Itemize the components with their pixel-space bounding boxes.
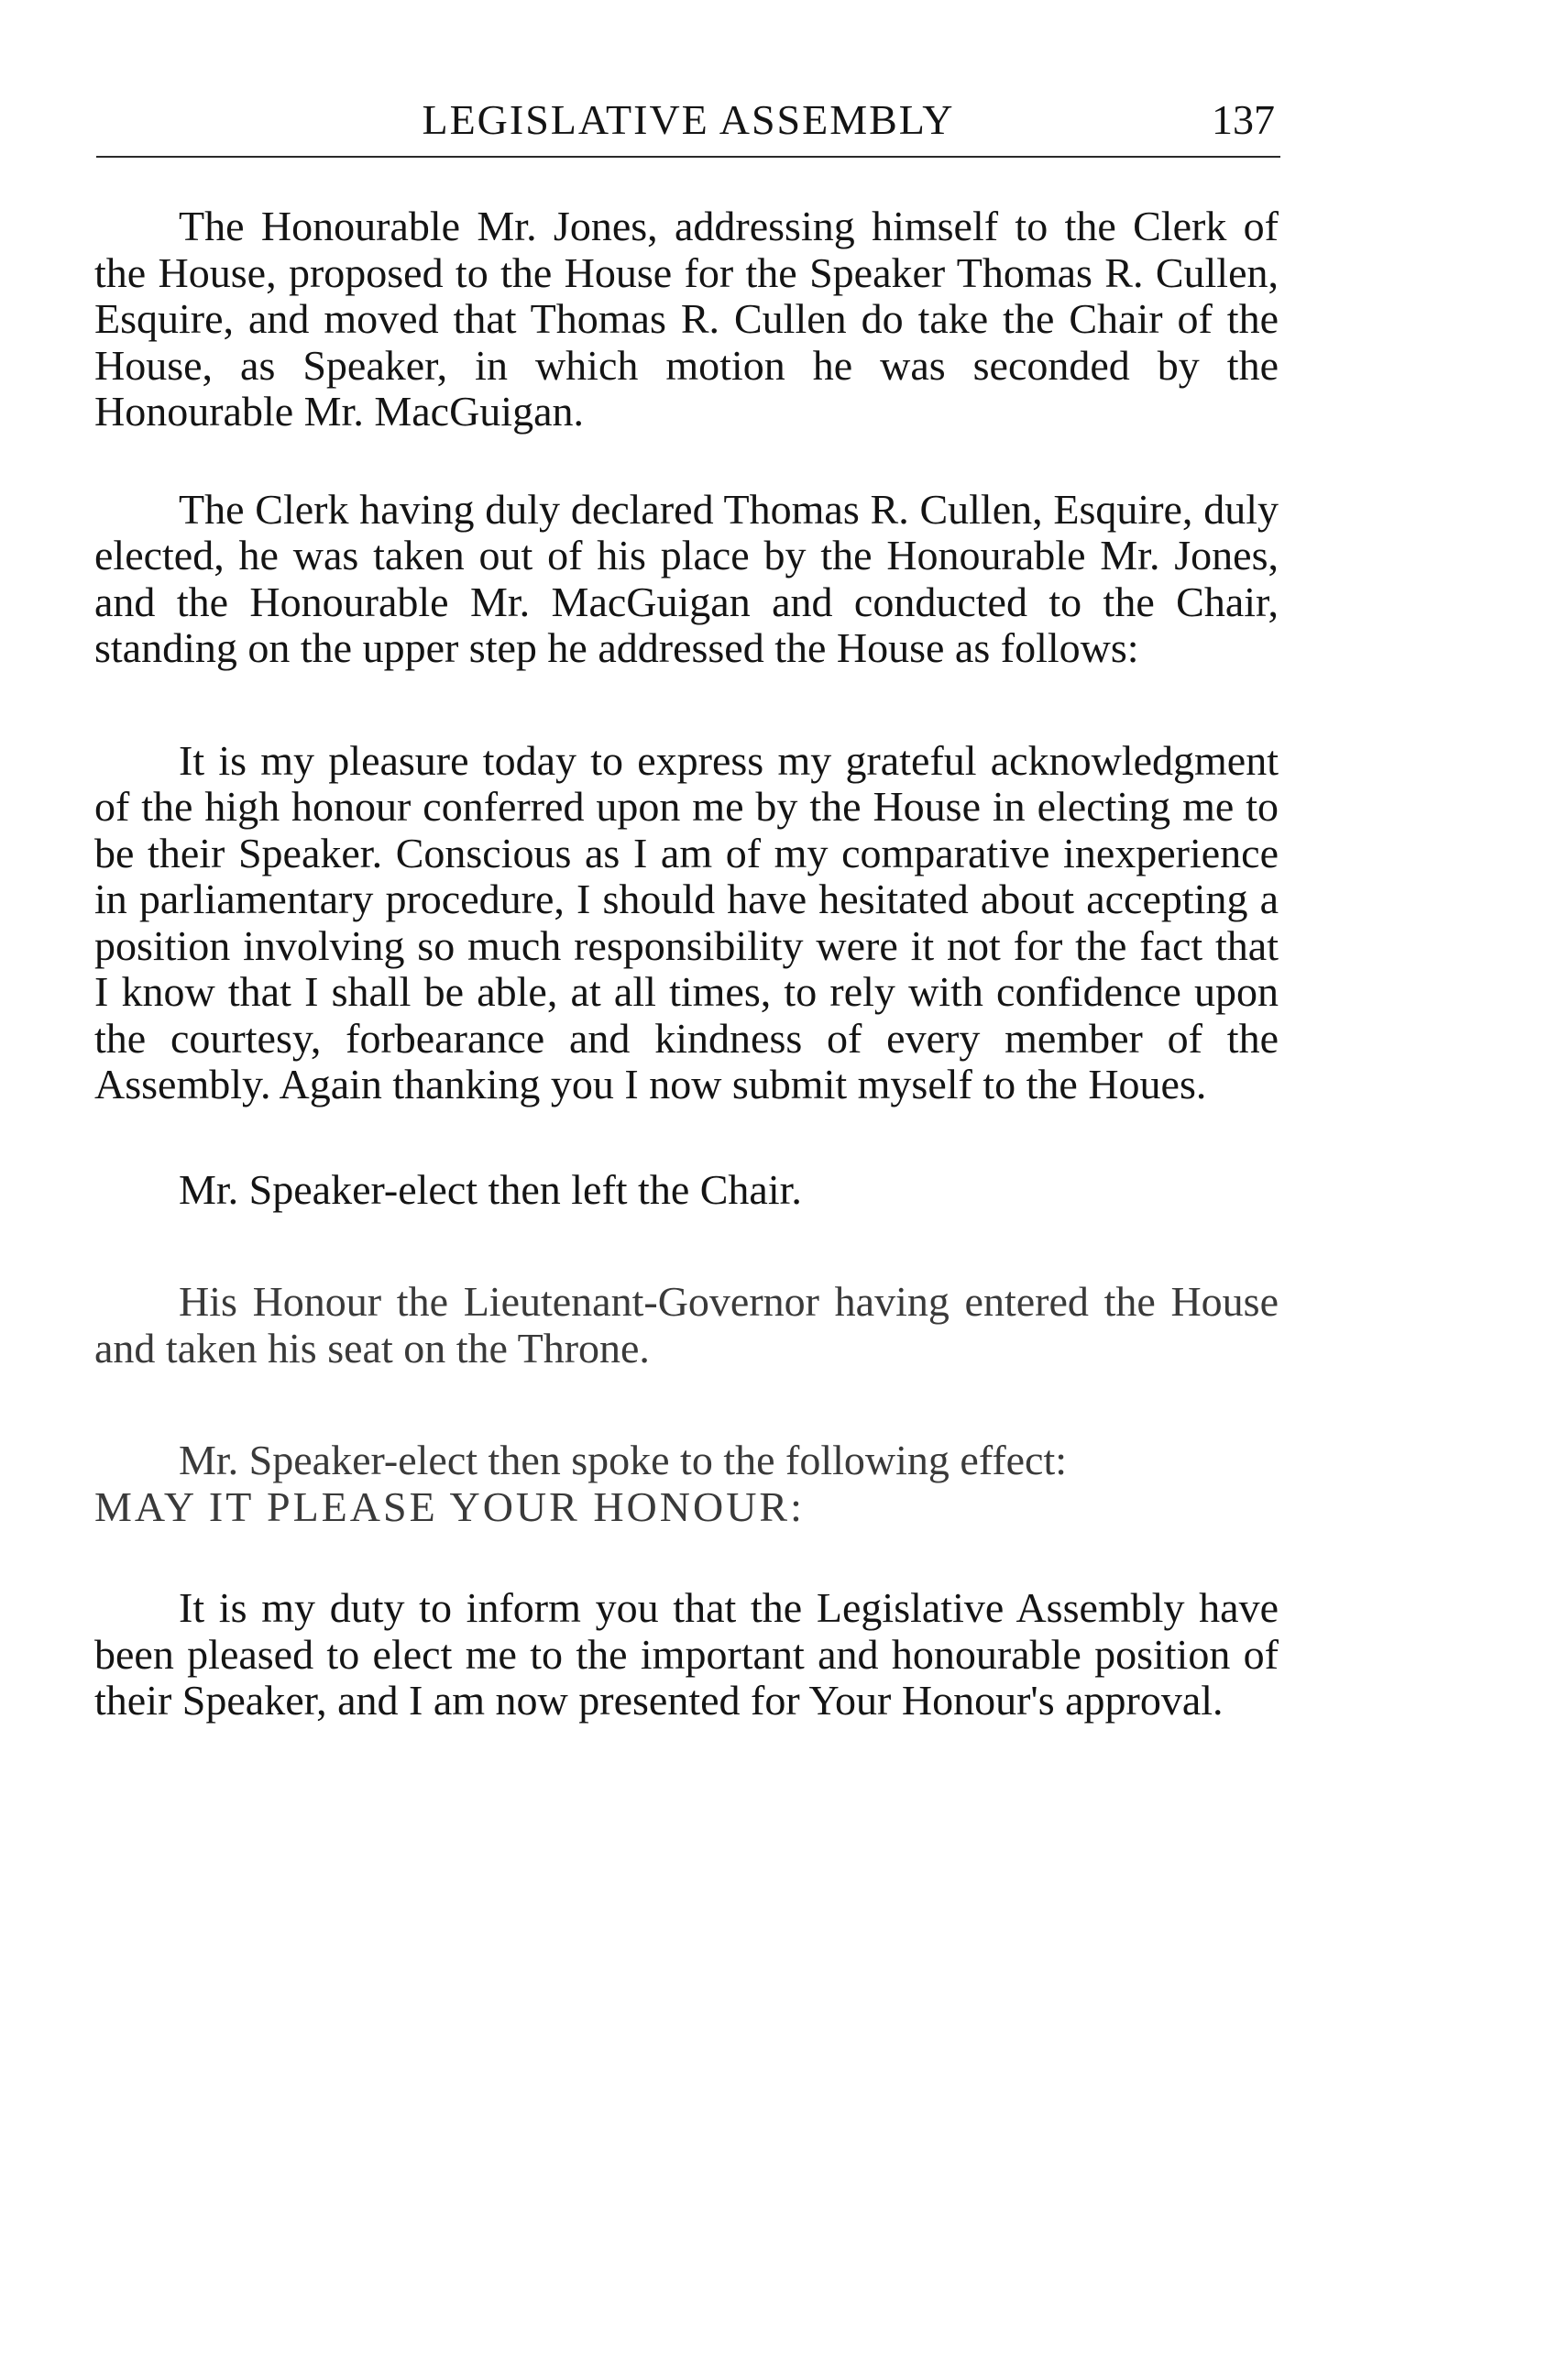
- running-header: [96, 92, 1280, 158]
- running-title: LEGISLATIVE ASSEMBLY: [422, 96, 955, 143]
- paragraph-nomination: The Honourable Mr. Jones, addressing himself to the Clerk of the House, proposed to the House for the Speaker Thomas R. Cullen, Esquire, and moved that Thomas R. Cullen do take the Chair of the House, as Speaker, in which motion he was seconded by the Honourable Mr. MacGuigan.: [94, 203, 1279, 435]
- address-heading: MAY IT PLEASE YOUR HONOUR:: [94, 1482, 805, 1530]
- paragraph-lieutenant-governor: His Honour the Lieutenant-Governor having entered the House and taken his seat on the Throne.: [94, 1278, 1279, 1372]
- paragraph-left-chair: Mr. Speaker-elect then left the Chair.: [179, 1165, 802, 1213]
- paragraph-spoke: Mr. Speaker-elect then spoke to the following effect:: [179, 1437, 1068, 1483]
- body-text: [94, 204, 1279, 1724]
- paragraph-speaker-address: It is my pleasure today to express my grateful acknowledgment of the high honour conferred upon me by the House in electing me to be their Speaker. Conscious as I am of my comparative inexperience in parliamentary procedure, I should have hesitated about accepting a position involving so much responsibility were it not for the fact that I know that I shall be able, at all times, to rely with confidence upon the courtesy, forbearance and kindness of every member of the Assembly. Again thanking you I now submit myself to the Houes.: [94, 736, 1279, 1107]
- page-number: 137: [1212, 96, 1275, 143]
- paragraph-declaration: The Clerk having duly declared Thomas R. Cullen, Esquire, duly elected, he was taken out of his place by the Honourable Mr. Jones, and the Honourable Mr. MacGuigan and conducted to the Chair, standing on the upper step he addressed the House as follows:: [94, 485, 1279, 671]
- paragraph-duty: It is my duty to inform you that the Legislative Assembly have been pleased to elect me to the important and honourable position of their Speaker, and I am now presented for Your Honour's approval.: [94, 1584, 1279, 1724]
